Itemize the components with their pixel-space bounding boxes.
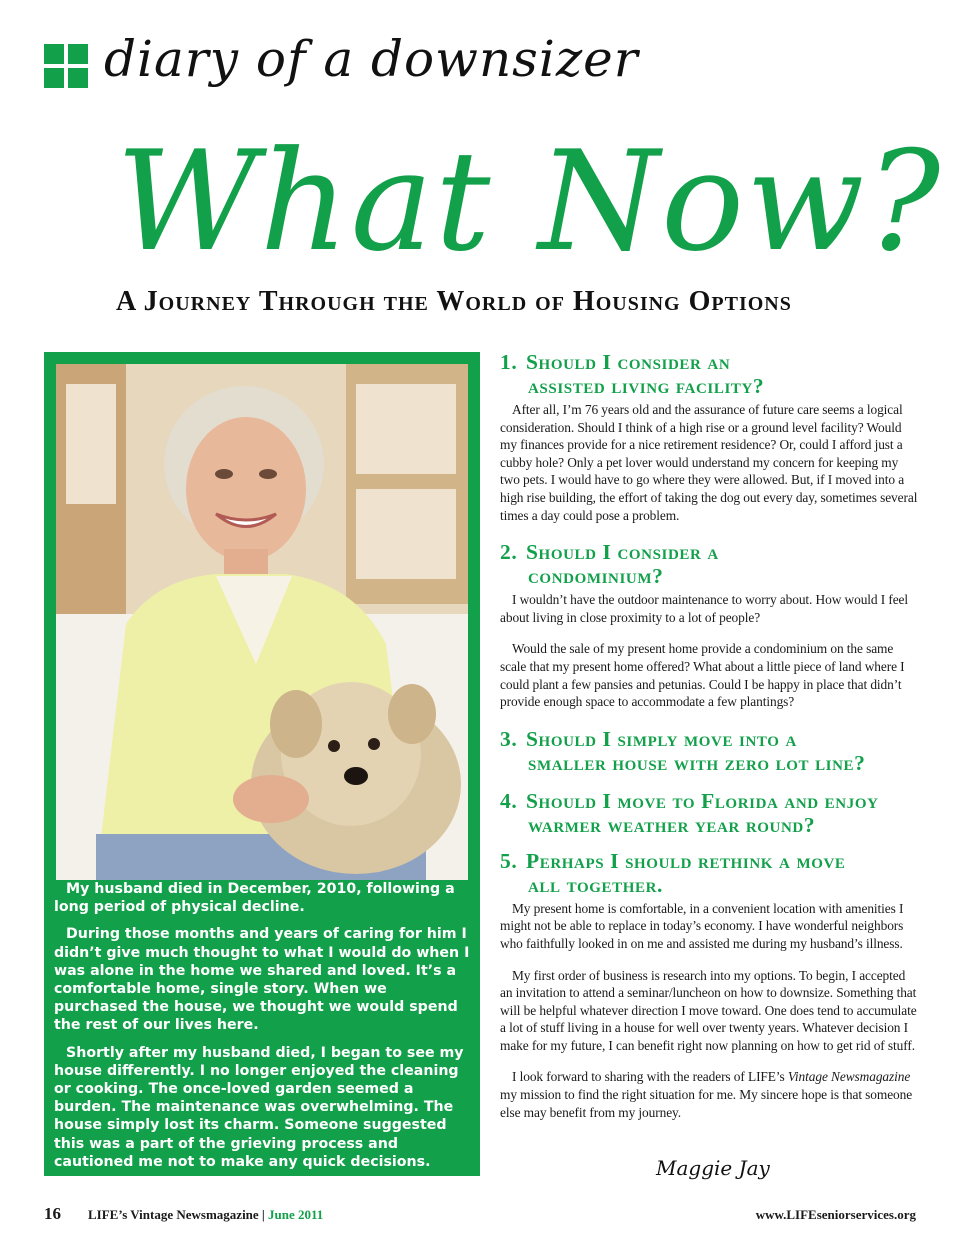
question-heading bbox=[500, 540, 920, 588]
story-paragraph: My husband died in December, 2010, following a long period of physical decline. bbox=[54, 881, 455, 916]
page-title: What Now? bbox=[116, 121, 943, 282]
story-paragraph: Shortly after my husband died, I began to see my house differently. I no longer enjoyed the cleaning or cooking. The once-loved garden seemed a burden. The maintenance was overwhelming. The house simply lost its charm. Someone suggested this was a part of the grieving process and cautioned me not to make any quick decisions. bbox=[54, 1044, 464, 1170]
question-heading bbox=[500, 789, 920, 837]
question-text-line2: assisted living facility? bbox=[528, 374, 765, 398]
page-number: 16 bbox=[44, 1204, 61, 1223]
body-paragraph: My present home is comfortable, in a convenient location with amenities I might not be able to replace in today’s economy. I have wonderful neighbors who faithfully looked in on me and assisted me during my husband’s illness. bbox=[500, 900, 904, 951]
woman-with-dog-photo bbox=[56, 364, 468, 880]
question-text-line2: smaller house with zero lot line? bbox=[528, 750, 866, 775]
logo-icon bbox=[44, 44, 88, 88]
body-paragraph: I wouldn’t have the outdoor maintenance to worry about. How would I feel about living in close proximity to a lot of people? bbox=[500, 592, 909, 625]
body-paragraph bbox=[500, 1068, 920, 1121]
question-text-line1: Should I move to Florida and enjoy bbox=[526, 788, 879, 813]
question-number: 2. bbox=[500, 540, 518, 565]
questions-column bbox=[500, 348, 920, 1121]
issue-date: June 2011 bbox=[268, 1207, 324, 1222]
closing-text: I look forward to sharing with the readers of LIFE’s bbox=[512, 1069, 788, 1085]
sidebar-story-box bbox=[44, 352, 480, 1176]
question-number: 3. bbox=[500, 726, 518, 751]
section-kicker: diary of a downsizer bbox=[104, 30, 639, 88]
question-text-line2: all together. bbox=[528, 872, 663, 897]
body-paragraph: Would the sale of my present home provide a condominium on the same scale that my present home offered? What about a little piece of land where I could plant a few pansies and petunias. Could I be happy in place that didn’t provide enough space to accommodate a few plantings? bbox=[500, 641, 905, 710]
publication-line bbox=[88, 1207, 323, 1223]
body-paragraph: My first order of business is research into my options. To begin, I accepted an invitation to attend a seminar/luncheon on how to downsize. Something that will be helpful whatever direction I move toward. One does tend to accumulate a lot of stuff living in a house for well over twenty years. Whatever decision I make for my future, I can benefit right now planning on how to get rid of stuff. bbox=[500, 967, 917, 1053]
question-text-line2: warmer weather year round? bbox=[528, 812, 816, 837]
question-number: 1. bbox=[500, 350, 518, 374]
question-heading bbox=[500, 727, 920, 775]
story-paragraph: During those months and years of caring for him I didn’t give much thought to what I would do when I was alone in the home we shared and loved. It’s a comfortable home, single story. When we purchased the house, we thought we would spend the rest of our lives here. bbox=[54, 926, 470, 1034]
website-link[interactable]: www.LIFEseniorservices.org bbox=[755, 1207, 916, 1222]
question-heading bbox=[500, 849, 920, 897]
publication-name: LIFE’s Vintage Newsmagazine | bbox=[88, 1207, 265, 1222]
question-text-line1: Should I simply move into a bbox=[526, 726, 797, 751]
page-subtitle: A Journey Through the World of Housing Options bbox=[116, 286, 792, 317]
author-signature: Maggie Jay bbox=[656, 1156, 770, 1180]
question-number: 4. bbox=[500, 788, 518, 813]
question-text-line1: Perhaps I should rethink a move bbox=[526, 848, 846, 873]
question-text-line2: condominium? bbox=[528, 564, 664, 589]
question-number: 5. bbox=[500, 848, 518, 873]
body-paragraph: After all, I’m 76 years old and the assurance of future care seems a logical consideration. Should I think of a high rise or a ground level facility? Would my finances provide for a nice retirement residence? Or, could I afford just a cubby hole? Only a pet lover would understand my concern for keeping my two pets. I would have to go where they were allowed. But, if I moved into a high rise building, the effort of taking the dog out every day, sometimes several times a day could pose a problem. bbox=[500, 402, 918, 523]
magazine-title: Vintage Newsmagazine bbox=[787, 1069, 911, 1085]
question-text-line1: Should I consider a bbox=[526, 540, 719, 565]
sidebar-story-text bbox=[54, 880, 470, 1180]
question-text-line1: Should I consider an bbox=[526, 350, 731, 374]
closing-text-end: my mission to find the right situation for me. My sincere hope is that someone else may benefit from my journey. bbox=[500, 1087, 913, 1120]
question-heading bbox=[500, 350, 920, 398]
